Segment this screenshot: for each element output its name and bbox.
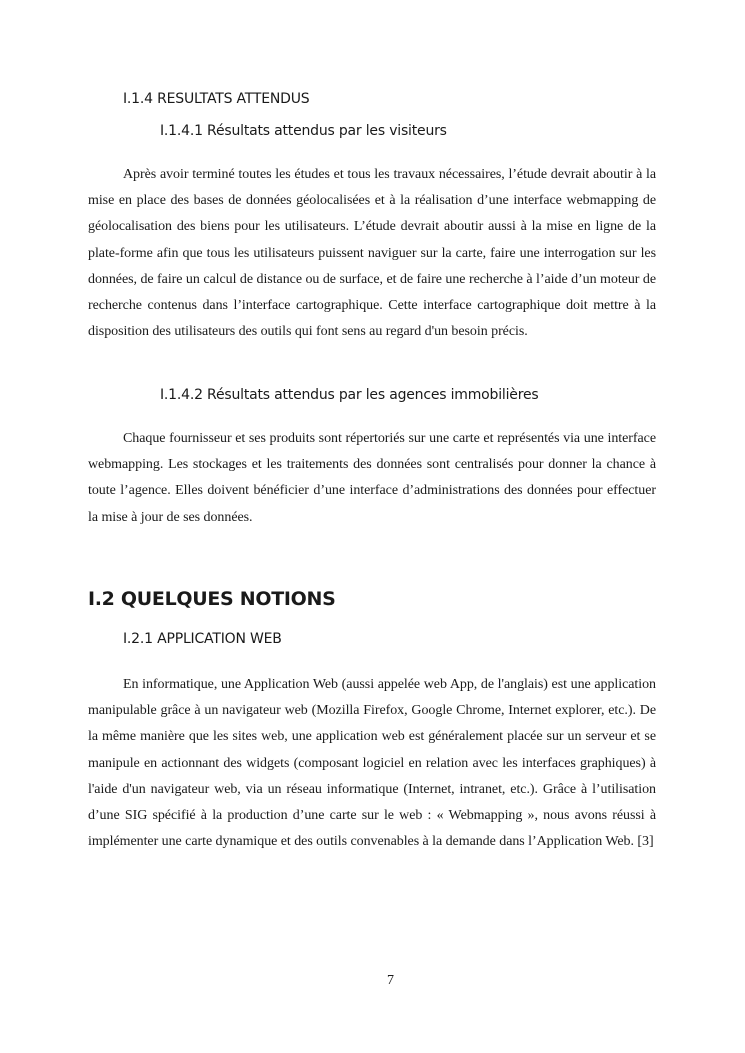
section-heading-1-1-4: I.1.4 RESULTATS ATTENDUS [123, 91, 310, 107]
section-heading-1-1-4-2: I.1.4.2 Résultats attendus par les agences immobilières [160, 387, 539, 403]
paragraph-agency-results: Chaque fournisseur et ses produits sont répertoriés sur une carte et représentés via une interface webmapping. Les stockages et les traitements des données sont centralisés pour donner la chance à toute l’agence. Elles doivent bénéficier d’une interface d’administrations des données pour effectuer la mise à jour de ses données. [88, 431, 656, 525]
section-heading-1-2: I.2 QUELQUES NOTIONS [88, 588, 336, 610]
page-number: 7 [387, 973, 394, 988]
paragraph-web-application: En informatique, une Application Web (aussi appelée web App, de l'anglais) est une application manipulable grâce à un navigateur web (Mozilla Firefox, Google Chrome, Internet explorer, etc.). De la même manière que les sites web, une application web est généralement placée sur un serveur et se manipule en actionnant des widgets (composant logiciel en relation avec les interfaces graphiques) à l'aide d'un navigateur web, via un réseau informatique (Internet, intranet, etc.). Grâce à l’utilisation d’une SIG spécifié à la production d’une carte sur le web : « Webmapping », nous avons réussi à implémenter une carte dynamique et des outils convenables à la demande dans l’Application Web. [3] [88, 677, 656, 850]
section-heading-1-1-4-1: I.1.4.1 Résultats attendus par les visiteurs [160, 123, 447, 139]
section-heading-1-2-1: I.2.1 APPLICATION WEB [123, 631, 282, 647]
paragraph-visitor-results: Après avoir terminé toutes les études et tous les travaux nécessaires, l’étude devrait aboutir à la mise en place des bases de données géolocalisées et à la réalisation d’une interface webmapping de géolocalisation des biens pour les utilisateurs. L’étude devrait aboutir aussi à la mise en ligne de la plate-forme afin que tous les utilisateurs puissent naviguer sur la carte, faire une interrogation sur les données, de faire un calcul de distance ou de surface, et de faire une recherche à l’aide d’un moteur de recherche contenus dans l’interface cartographique. Cette interface cartographique doit mettre à la disposition des utilisateurs des outils qui font sens au regard d'un besoin précis. [88, 167, 656, 340]
